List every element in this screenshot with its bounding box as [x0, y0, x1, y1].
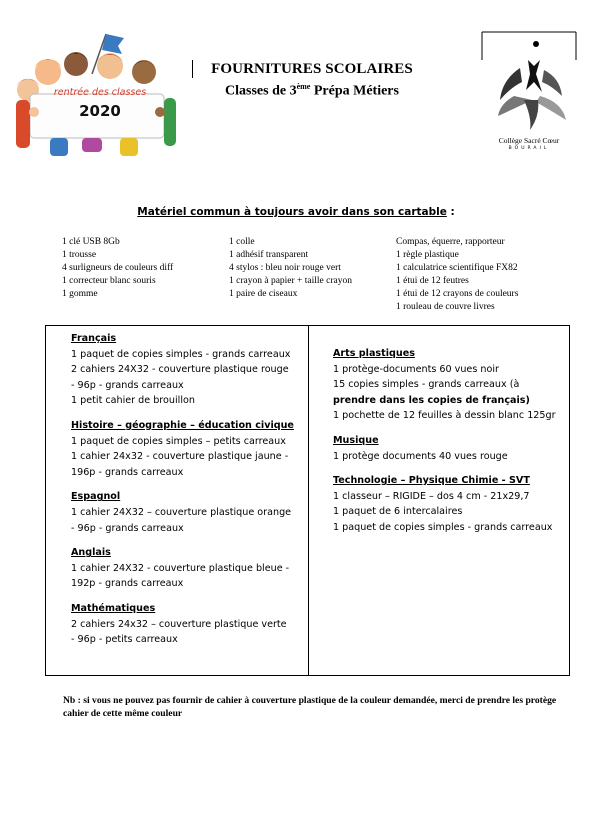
subject-heading: Anglais: [71, 547, 111, 559]
subject-arts-plastiques: [333, 346, 568, 424]
banner-text: rentrée des classes: [53, 87, 147, 98]
common-list-column-2: [229, 236, 394, 301]
subject-line: 2 cahiers 24X32 - couverture plastique rouge: [71, 364, 289, 376]
list-item: 1 règle plastique: [396, 250, 459, 261]
subject-line: 1 paquet de 6 intercalaires: [333, 506, 463, 518]
subject-line: - 96p - grands carreaux: [71, 379, 184, 391]
subject-line: prendre dans les copies de français): [333, 394, 530, 406]
page-subtitle: Classes de 3ème Prépa Métiers: [225, 82, 399, 99]
subject-espagnol: [71, 489, 306, 536]
subject-line: 196p - grands carreaux: [71, 466, 184, 478]
list-item: 1 trousse: [62, 250, 97, 261]
subject-technologie: [333, 473, 568, 535]
subject-heading: Histoire – géographie – éducation civique: [71, 419, 294, 431]
common-list-column-1: [62, 236, 227, 301]
list-item: 4 surligneurs de couleurs diff: [62, 263, 174, 274]
subjects-right-column: [333, 346, 568, 545]
footnote: Nb : si vous ne pouvez pas fournir de cahier à couverture plastique de la couleur demandée, merci de prendre les protège cahier de cette même couleur: [63, 695, 557, 719]
subject-line: 1 paquet de copies simples - grands carreaux: [333, 521, 553, 533]
subject-line: - 96p - petits carreaux: [71, 634, 178, 646]
subject-francais: [71, 331, 306, 409]
subjects-left-column: [71, 331, 306, 657]
subject-heading: Français: [71, 333, 117, 344]
subject-line: 1 classeur – RIGIDE – dos 4 cm - 21x29,7: [333, 490, 530, 502]
subject-line: 192p - grands carreaux: [71, 578, 184, 590]
list-item: 4 stylos : bleu noir rouge vert: [229, 263, 341, 274]
list-item: 1 gomme: [62, 289, 98, 300]
banner-year: 2020: [79, 102, 121, 120]
list-item: Compas, équerre, rapporteur: [396, 237, 505, 247]
subject-line: 1 cahier 24X32 – couverture plastique orange: [71, 506, 292, 518]
subject-mathematiques: [71, 601, 306, 648]
list-item: 1 adhésif transparent: [229, 250, 309, 261]
subject-line: 1 protège documents 40 vues rouge: [333, 450, 508, 462]
common-material-heading: Matériel commun à toujours avoir dans son cartable :: [137, 206, 455, 218]
subject-line: 1 pochette de 12 feuilles à dessin blanc 125gr: [333, 410, 556, 422]
subject-heading: Mathématiques: [71, 602, 156, 614]
subject-line: - 96p - grands carreaux: [71, 522, 184, 534]
list-item: 1 étui de 12 crayons de couleurs: [396, 289, 519, 300]
subject-line: 1 cahier 24x32 - couverture plastique jaune -: [71, 451, 289, 463]
college-location: BOURAIL: [508, 146, 550, 151]
page-title: FOURNITURES SCOLAIRES: [211, 61, 413, 77]
subject-musique: [333, 433, 568, 464]
subject-histoire-geo: [71, 418, 306, 480]
subjects-table-divider: [308, 325, 309, 676]
list-item: 1 crayon à papier + taille crayon: [229, 276, 352, 287]
list-item: 1 correcteur blanc souris: [62, 276, 156, 287]
list-item: 1 paire de ciseaux: [229, 289, 298, 300]
list-item: 1 rouleau de couvre livres: [396, 302, 495, 313]
subject-anglais: [71, 545, 306, 592]
subject-heading: Espagnol: [71, 491, 121, 503]
subject-line: 1 cahier 24X32 - couverture plastique bleue -: [71, 562, 290, 574]
back-to-school-illustration: [10, 32, 182, 160]
subject-line: 2 cahiers 24x32 – couverture plastique verte: [71, 618, 287, 630]
subject-line: 1 protège-documents 60 vues noir: [333, 363, 499, 375]
subject-heading: Musique: [333, 434, 379, 446]
subject-line: 1 paquet de copies simples – petits carreaux: [71, 435, 286, 447]
college-name: Collège Sacré Cœur: [498, 136, 560, 145]
subject-heading: Arts plastiques: [333, 348, 415, 359]
list-item: 1 étui de 12 feutres: [396, 276, 469, 287]
subject-line: 1 paquet de copies simples - grands carreaux: [71, 348, 291, 360]
subject-line: 15 copies simples - grands carreaux (à: [333, 379, 520, 391]
list-item: 1 clé USB 8Gb: [62, 237, 120, 247]
list-item: 1 colle: [229, 237, 255, 247]
subject-line: 1 petit cahier de brouillon: [71, 395, 195, 407]
list-item: 1 calculatrice scientifique FX82: [396, 263, 518, 274]
subject-heading: Technologie – Physique Chimie - SVT: [333, 475, 530, 487]
common-list-column-3: [396, 236, 576, 315]
